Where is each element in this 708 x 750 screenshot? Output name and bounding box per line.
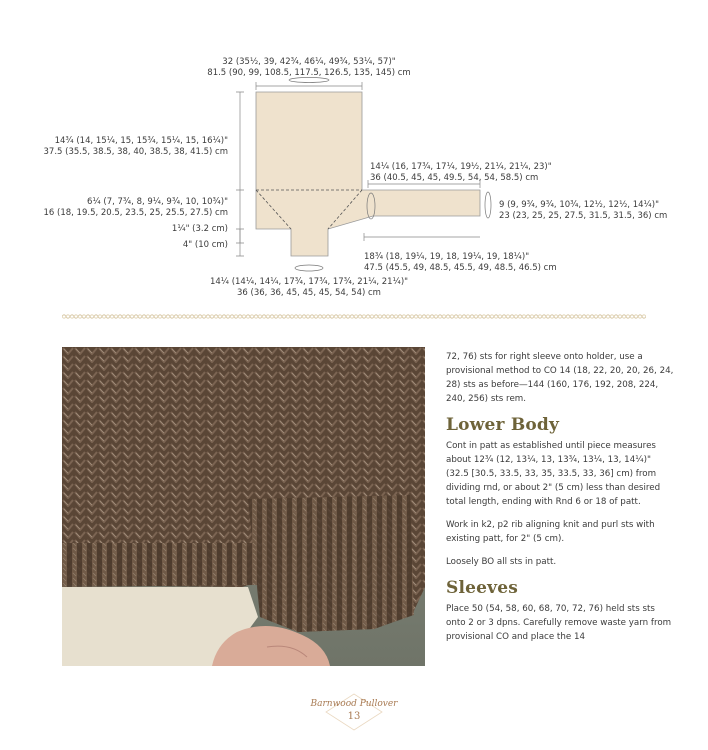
dim-upper-arm: 9 (9, 9¾, 9¾, 10¾, 12½, 12½, 14¼)" 23 (23, 25, 25, 27.5, 31.5, 31.5, 36) cm [499, 200, 668, 221]
sweater-photo [62, 347, 425, 666]
dim-sleeve-length: 14¼ (16, 17¾, 17¼, 19½, 21¼, 21¼, 23)" 36 (40.5, 45, 45, 49.5, 54, 54, 58.5) cm [370, 162, 552, 183]
sleeves-paragraph-1: Place 50 (54, 58, 60, 68, 70, 72, 76) held sts sts onto 2 or 3 dpns. Carefully remove waste yarn from provisional CO and place the 14 [446, 604, 672, 642]
decorative-divider [62, 313, 646, 320]
lower-body-paragraph-1: Cont in patt as established until piece measures about 12¾ (12, 13¼, 13, 13¾, 13¼, 13, 14¼)" (32.5 [30.5, 33.5, 33, 35, 33.5, 33, 36] cm) from dividing rnd, or about 2" (5 cm) less than desired total length, ending with Rnd 6 or 18 of patt. [446, 441, 661, 507]
lower-body-paragraph-2: Work in k2, p2 rib aligning knit and purl sts with existing patt, for 2" (5 cm). [446, 520, 655, 544]
dim-band-depth: 1¼" (3.2 cm) [171, 224, 228, 234]
dim-neck-circ: 14¼ (14¼, 14¼, 17¾, 17¾, 17¾, 21¼, 21¼)" 36 (36, 36, 45, 45, 45, 54, 54) cm [209, 277, 409, 298]
dim-body-length: 14¾ (14, 15¼, 15, 15¾, 15¼, 15, 16¼)" 37.5 (35.5, 38.5, 38, 40, 38.5, 38, 41.5) cm [43, 136, 228, 157]
page-number: 13 [347, 711, 361, 722]
dim-yoke-depth: 6¼ (7, 7¾, 8, 9¼, 9¾, 10, 10¾)" 16 (18, 19.5, 20.5, 23.5, 25, 25.5, 27.5) cm [43, 197, 228, 218]
lower-body-paragraph-3: Loosely BO all sts in patt. [446, 557, 557, 567]
dim-sleeve-width: 18¾ (18, 19¼, 19, 18, 19¼, 19, 18¼)" 47.5 (45.5, 49, 48.5, 45.5, 49, 48.5, 46.5) cm [364, 252, 557, 273]
intro-paragraph: 72, 76) sts for right sleeve onto holder, use a provisional method to CO 14 (18, 22, 20, 20, 26, 24, 28) sts as before—144 (160, 176, 192, 208, 224, 240, 256) sts rem. [446, 352, 674, 404]
heading-sleeves: Sleeves [446, 578, 519, 598]
heading-lower-body: Lower Body [446, 415, 560, 435]
dim-neck-depth: 4" (10 cm) [182, 240, 228, 250]
pattern-instructions [446, 350, 676, 653]
garment-schematic [0, 0, 708, 310]
footer-pattern-title: Barnwood Pullover [310, 699, 398, 709]
cuff-circ-icon [485, 192, 491, 218]
dim-top-width: 32 (35½, 39, 42¾, 46¼, 49¾, 53¼, 57)" 81.5 (90, 99, 108.5, 117.5, 126.5, 135, 145) cm [207, 57, 411, 78]
neck-circ-icon [295, 265, 323, 271]
sweater-knit-image [62, 347, 425, 666]
